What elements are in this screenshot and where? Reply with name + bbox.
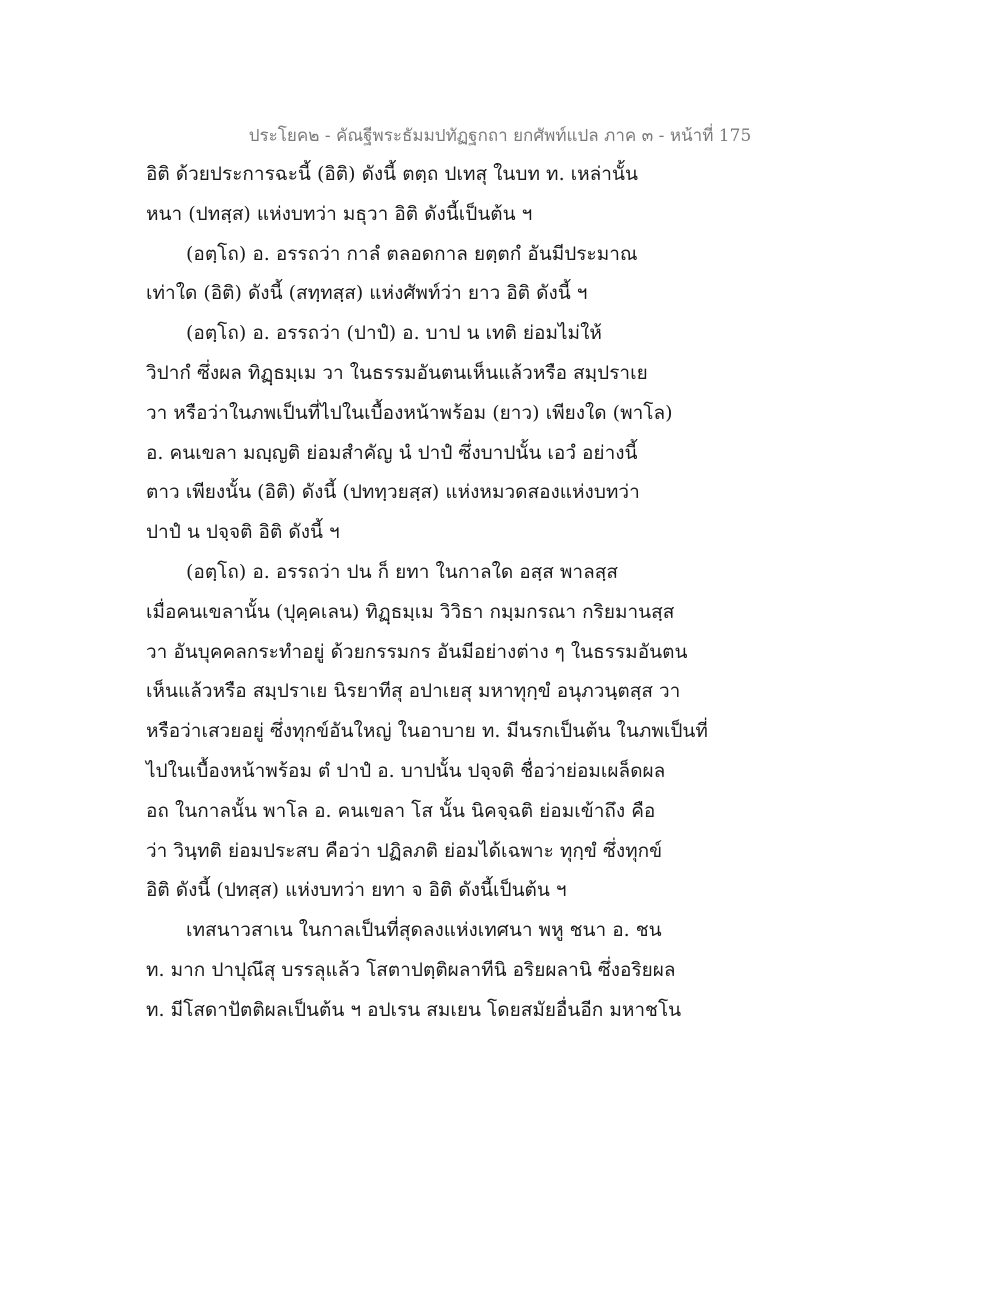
text-line: เห็นแล้วหรือ สมฺปราเย นิรยาทีสุ อปาเยสุ มหาทุกฺขํ อนุภวนฺตสฺส วา [146, 680, 681, 703]
text-line: เมื่อคนเขลานั้น (ปุคฺคเลน) ทิฏฺธมฺเม วิวิธา กมฺมกรณา กริยมานสฺส [146, 600, 675, 623]
body-text [146, 155, 746, 1031]
text-line: อิติ ด้วยประการฉะนี้ (อิติ) ดังนี้ ตตฺถ ปเทสุ ในบท ท. เหล่านั้น [146, 163, 638, 185]
text-line: หรือว่าเสวยอยู่ ซึ่งทุกข์อันใหญ่ ในอาบาย ท. มีนรกเป็นต้น ในภพเป็นที่ [146, 720, 708, 743]
text-line: เท่าใด (อิติ) ดังนี้ (สทฺทสฺส) แห่งศัพท์ว่า ยาว อิติ ดังนี้ ฯ [146, 282, 588, 305]
text-line: (อตฺโถ) อ. อรรถว่า กาลํ ตลอดกาล ยตฺตกํ อันมีประมาณ [186, 242, 638, 265]
running-header: ประโยค๒ - คัณฐีพระธัมมปทัฏฐกถา ยกศัพท์แปล ภาค ๓ - หน้าที่ 175 [248, 126, 752, 146]
text-line: หนา (ปทสฺส) แห่งบทว่า มธุวา อิติ ดังนี้เป็นต้น ฯ [146, 202, 533, 225]
text-line: อ. คนเขลา มญฺญติ ย่อมสำคัญ นํ ปาปํ ซึ่งบาปนั้น เอวํ อย่างนี้ [146, 441, 638, 464]
text-line: (อตฺโถ) อ. อรรถว่า (ปาปํ) อ. บาป น เทติ ย่อมไม่ให้ [186, 322, 602, 345]
text-line: ท. มาก ปาปุณึสุ บรรลุแล้ว โสตาปตฺติผลาทีนิ อริยผลานิ ซึ่งอริยผล [146, 958, 676, 981]
text-line: วิปากํ ซึ่งผล ทิฏฺธมฺเม วา ในธรรมอันตนเห็นแล้วหรือ สมฺปราเย [146, 361, 648, 384]
text-line: วา หรือว่าในภพเป็นที่ไปในเบื้องหน้าพร้อม (ยาว) เพียงใด (พาโล) [146, 401, 673, 424]
text-line: อถ ในกาลนั้น พาโล อ. คนเขลา โส นั้น นิคจฺฉติ ย่อมเข้าถึง คือ [146, 799, 656, 822]
text-line: ว่า วินฺทติ ย่อมประสบ คือว่า ปฏิลภติ ย่อมได้เฉพาะ ทุกฺขํ ซึ่งทุกข์ [146, 839, 663, 862]
text-line: ปาปํ น ปจฺจติ อิติ ดังนี้ ฯ [146, 521, 340, 544]
text-line: ไปในเบื้องหน้าพร้อม ตํ ปาปํ อ. บาปนั้น ปจฺจติ ชื่อว่าย่อมเผล็ดผล [146, 759, 666, 782]
text-line: (อตฺโถ) อ. อรรถว่า ปน ก็ ยทา ในกาลใด อสฺส พาลสฺส [186, 560, 618, 583]
text-line: วา อันบุคคลกระทำอยู่ ด้วยกรรมกร อันมีอย่างต่าง ๆ ในธรรมอันตน [146, 640, 688, 663]
text-line: อิติ ดังนี้ (ปทสฺส) แห่งบทว่า ยทา จ อิติ ดังนี้เป็นต้น ฯ [146, 879, 567, 902]
text-line: ท. มีโสดาปัตติผลเป็นต้น ฯ อปเรน สมเยน โดยสมัยอื่นอีก มหาชโน [146, 998, 682, 1021]
text-line: เทสนาวสาเน ในกาลเป็นที่สุดลงแห่งเทศนา พหู ชนา อ. ชน [186, 919, 662, 942]
text-line: ตาว เพียงนั้น (อิติ) ดังนี้ (ปททฺวยสฺส) แห่งหมวดสองแห่งบทว่า [146, 481, 640, 504]
